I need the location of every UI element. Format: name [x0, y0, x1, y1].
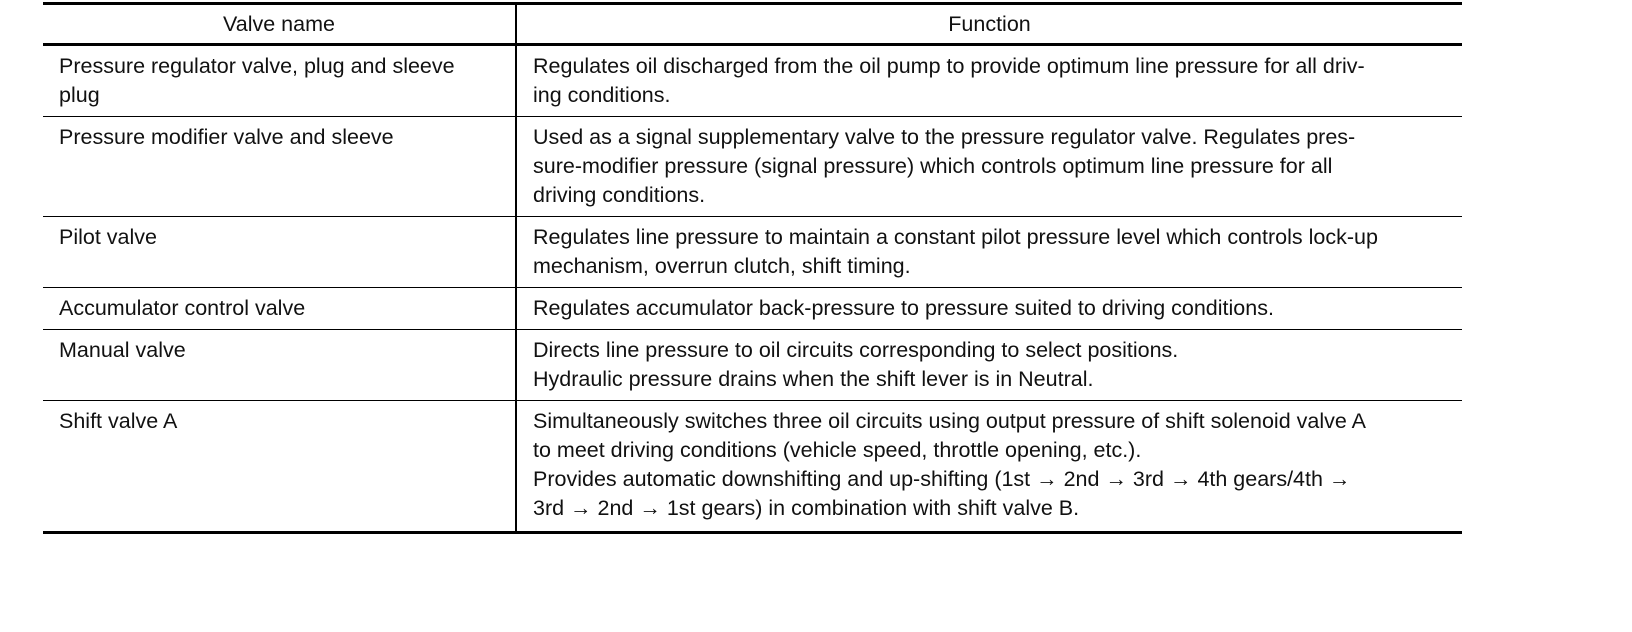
function-text: Regulates line pressure to maintain a constant pilot pressure level which controls lock-up	[533, 225, 1378, 249]
valve-name-text: Pilot valve	[59, 225, 157, 249]
function-text: driving conditions.	[533, 183, 706, 207]
valve-name-text: plug	[59, 83, 100, 107]
function-cell	[516, 45, 1462, 117]
function-text: Directs line pressure to oil circuits corresponding to select positions.	[533, 338, 1179, 362]
table-row	[43, 401, 1462, 533]
valve-name-cell	[43, 217, 516, 288]
table-row	[43, 117, 1462, 217]
valve-name-text: Accumulator control valve	[59, 296, 306, 320]
table-row	[43, 45, 1462, 117]
valve-function-table	[43, 2, 1462, 534]
function-text: 3rd → 2nd → 1st gears) in combination with shift valve B.	[533, 496, 1080, 520]
table-row	[43, 330, 1462, 401]
function-text: Used as a signal supplementary valve to the pressure regulator valve. Regulates pres-	[533, 125, 1356, 149]
function-text: Provides automatic downshifting and up-shifting (1st → 2nd → 3rd → 4th gears/4th →	[533, 467, 1351, 491]
valve-name-cell	[43, 117, 516, 217]
valve-name-cell	[43, 401, 516, 533]
function-cell	[516, 330, 1462, 401]
function-text: to meet driving conditions (vehicle speed, throttle opening, etc.).	[533, 438, 1142, 462]
function-text: sure-modifier pressure (signal pressure) which controls optimum line pressure for all	[533, 154, 1333, 178]
valve-name-text: Manual valve	[59, 338, 186, 362]
function-text: Hydraulic pressure drains when the shift lever is in Neutral.	[533, 367, 1094, 391]
table-row	[43, 217, 1462, 288]
valve-name-text: Shift valve A	[59, 409, 178, 433]
column-header-function: Function	[516, 4, 1462, 45]
function-cell	[516, 401, 1462, 533]
table-header-row	[43, 4, 1462, 45]
function-text: ing conditions.	[533, 83, 671, 107]
function-text: Simultaneously switches three oil circuits using output pressure of shift solenoid valve A	[533, 409, 1366, 433]
function-text: Regulates oil discharged from the oil pump to provide optimum line pressure for all driv-	[533, 54, 1365, 78]
function-text: mechanism, overrun clutch, shift timing.	[533, 254, 911, 278]
valve-name-cell	[43, 45, 516, 117]
column-header-valve-name: Valve name	[43, 4, 516, 45]
valve-name-text: Pressure modifier valve and sleeve	[59, 125, 394, 149]
function-cell	[516, 217, 1462, 288]
valve-name-cell	[43, 288, 516, 330]
valve-name-text: Pressure regulator valve, plug and sleeve	[59, 54, 455, 78]
function-cell	[516, 288, 1462, 330]
table-row	[43, 288, 1462, 330]
function-text: Regulates accumulator back-pressure to pressure suited to driving conditions.	[533, 296, 1274, 320]
function-cell	[516, 117, 1462, 217]
valve-name-cell	[43, 330, 516, 401]
